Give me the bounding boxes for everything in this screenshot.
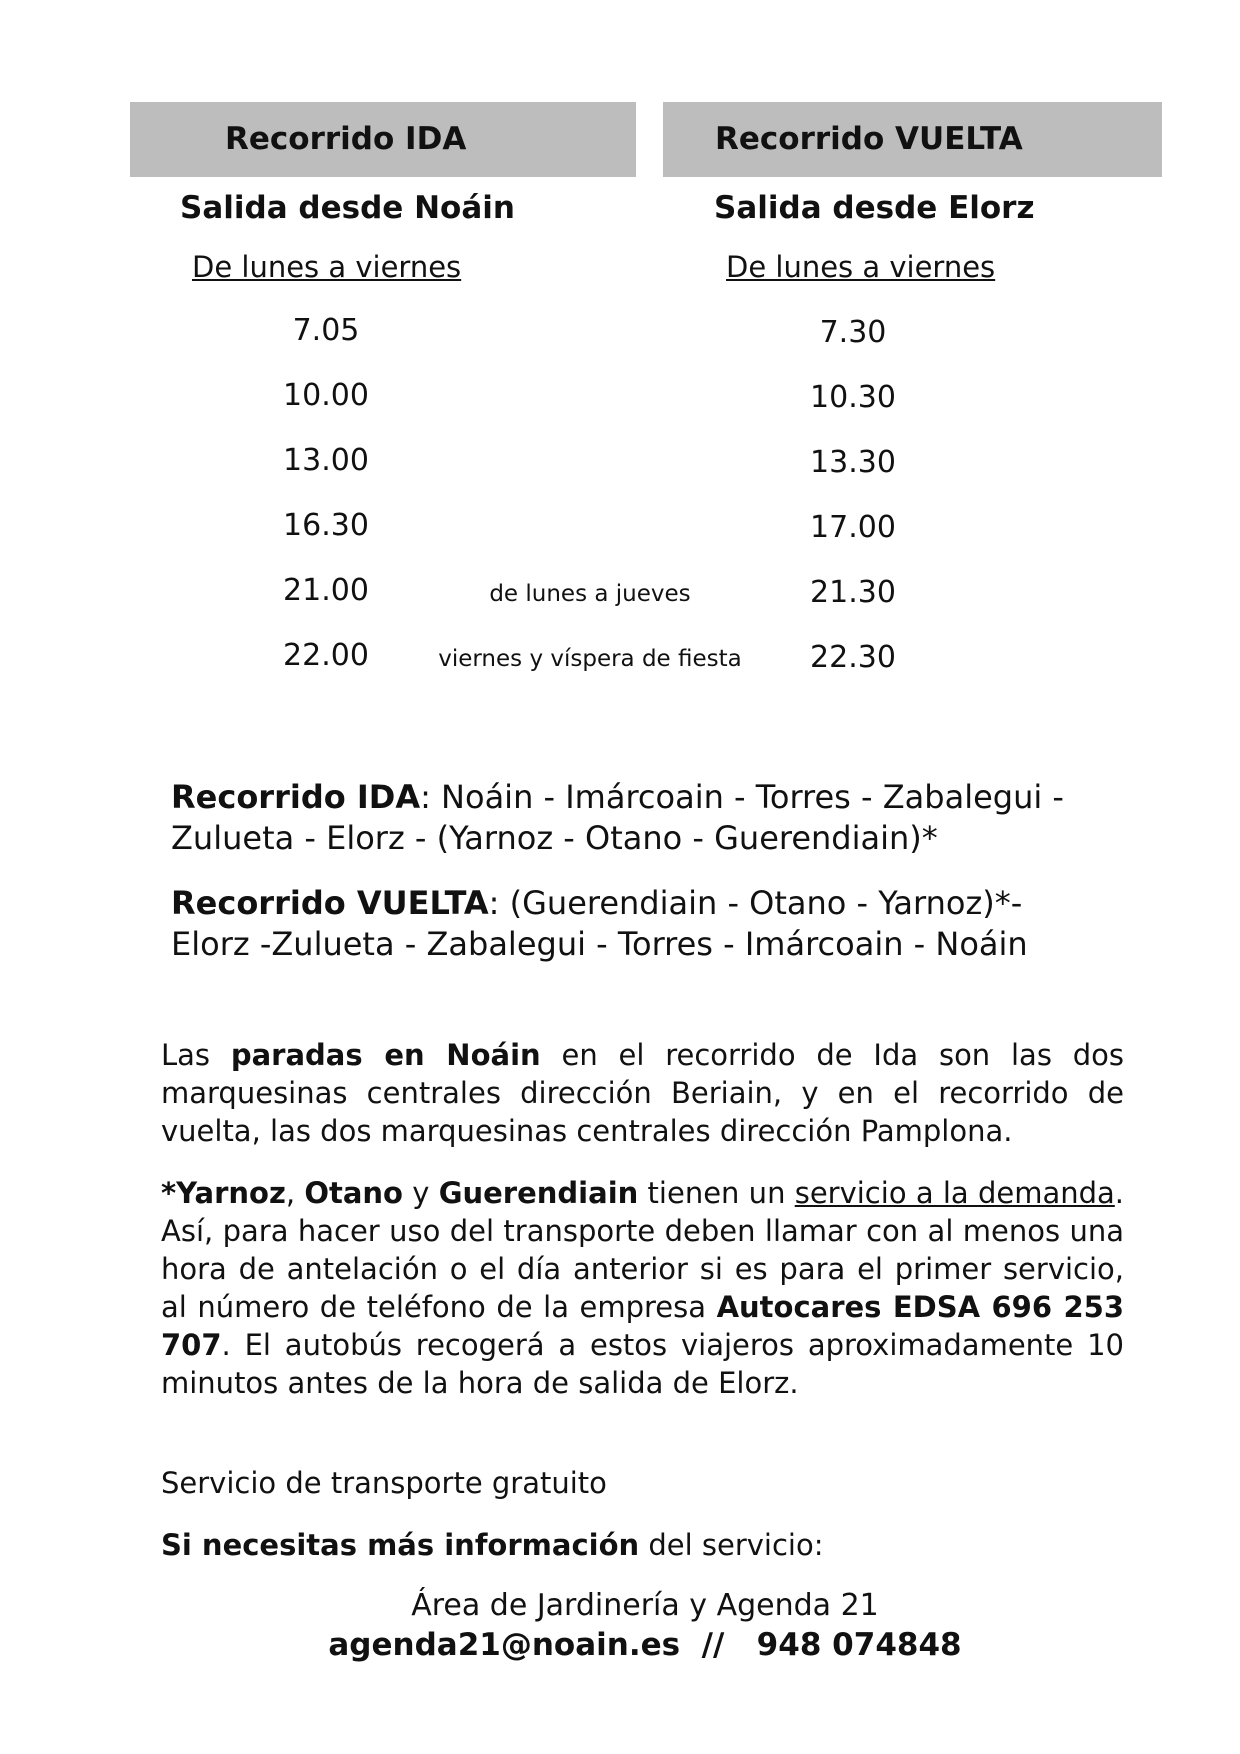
otano-bold: Otano <box>304 1176 403 1210</box>
note-lunes-jueves: de lunes a jueves <box>489 581 691 607</box>
servicio-demanda-underline: servicio a la demanda <box>794 1176 1115 1210</box>
vuelta-time: 7.30 <box>819 315 887 350</box>
info-bold: Si necesitas más información <box>161 1528 640 1562</box>
vuelta-subtitle: Salida desde Elorz <box>714 190 1035 226</box>
route-vuelta <box>171 883 1111 965</box>
ida-days: De lunes a viernes <box>192 250 462 284</box>
contact-email-phone: agenda21@noain.es // 948 074848 <box>328 1627 962 1663</box>
demanda-paragraph: *Yarnoz, Otano y Guerendiain tienen un servicio a la demanda. Así, para hacer uso del transporte deben llamar con al menos una hora de antelación o el día anterior si es para el primer servicio, al número de teléfono de la empresa Autocares EDSA 696 253 707. El autobús recogerá a estos viajeros aproximadamente 10 minutos antes de la hora de salida de Elorz. <box>161 1176 1125 1400</box>
paradas-paragraph: Las paradas en Noáin en el recorrido de Ida son las dos marquesinas centrales dirección Beriain, y en el recorrido de vuelta, las dos marquesinas centrales dirección Pamplona. <box>161 1038 1124 1148</box>
route-vuelta-label: Recorrido VUELTA <box>171 884 489 922</box>
vuelta-time: 13.30 <box>810 445 896 480</box>
vuelta-time: 22.30 <box>810 640 896 675</box>
ida-time: 21.00 <box>283 573 369 608</box>
note-viernes-fiesta: viernes y víspera de fiesta <box>438 646 742 672</box>
header-recorrido-vuelta: Recorrido VUELTA <box>663 102 1162 177</box>
route-vuelta-text: : (Guerendiain - Otano - Yarnoz)*- Elorz -Zulueta - Zabalegui - Torres - Imárcoain - Noáin <box>171 884 1028 963</box>
vuelta-time: 21.30 <box>810 575 896 610</box>
vuelta-time: 17.00 <box>810 510 896 545</box>
info-line: Si necesitas más información del servicio: <box>161 1528 824 1562</box>
ida-subtitle: Salida desde Noáin <box>180 190 515 226</box>
route-ida-label: Recorrido IDA <box>171 778 421 816</box>
contact-area: Área de Jardinería y Agenda 21 <box>411 1588 879 1623</box>
vuelta-time: 10.30 <box>810 380 896 415</box>
ida-time: 22.00 <box>283 638 369 673</box>
vuelta-days: De lunes a viernes <box>726 250 996 284</box>
ida-time: 7.05 <box>292 313 360 348</box>
guerendiain-bold: Guerendiain <box>438 1176 639 1210</box>
paradas-noain-bold: paradas en Noáin <box>230 1038 541 1072</box>
ida-time: 10.00 <box>283 378 369 413</box>
servicio-gratuito: Servicio de transporte gratuito <box>161 1466 607 1500</box>
route-ida-text: : Noáin - Imárcoain - Torres - Zabalegui -Zulueta - Elorz - (Yarnoz - Otano - Guerendiain)* <box>171 778 1064 857</box>
ida-time: 13.00 <box>283 443 369 478</box>
ida-time: 16.30 <box>283 508 369 543</box>
header-recorrido-ida: Recorrido IDA <box>130 102 636 177</box>
yarnoz-bold: *Yarnoz <box>161 1176 286 1210</box>
route-ida <box>171 777 1111 859</box>
autocares-phone-bold: Autocares EDSA 696 253 707 <box>161 1290 1125 1362</box>
